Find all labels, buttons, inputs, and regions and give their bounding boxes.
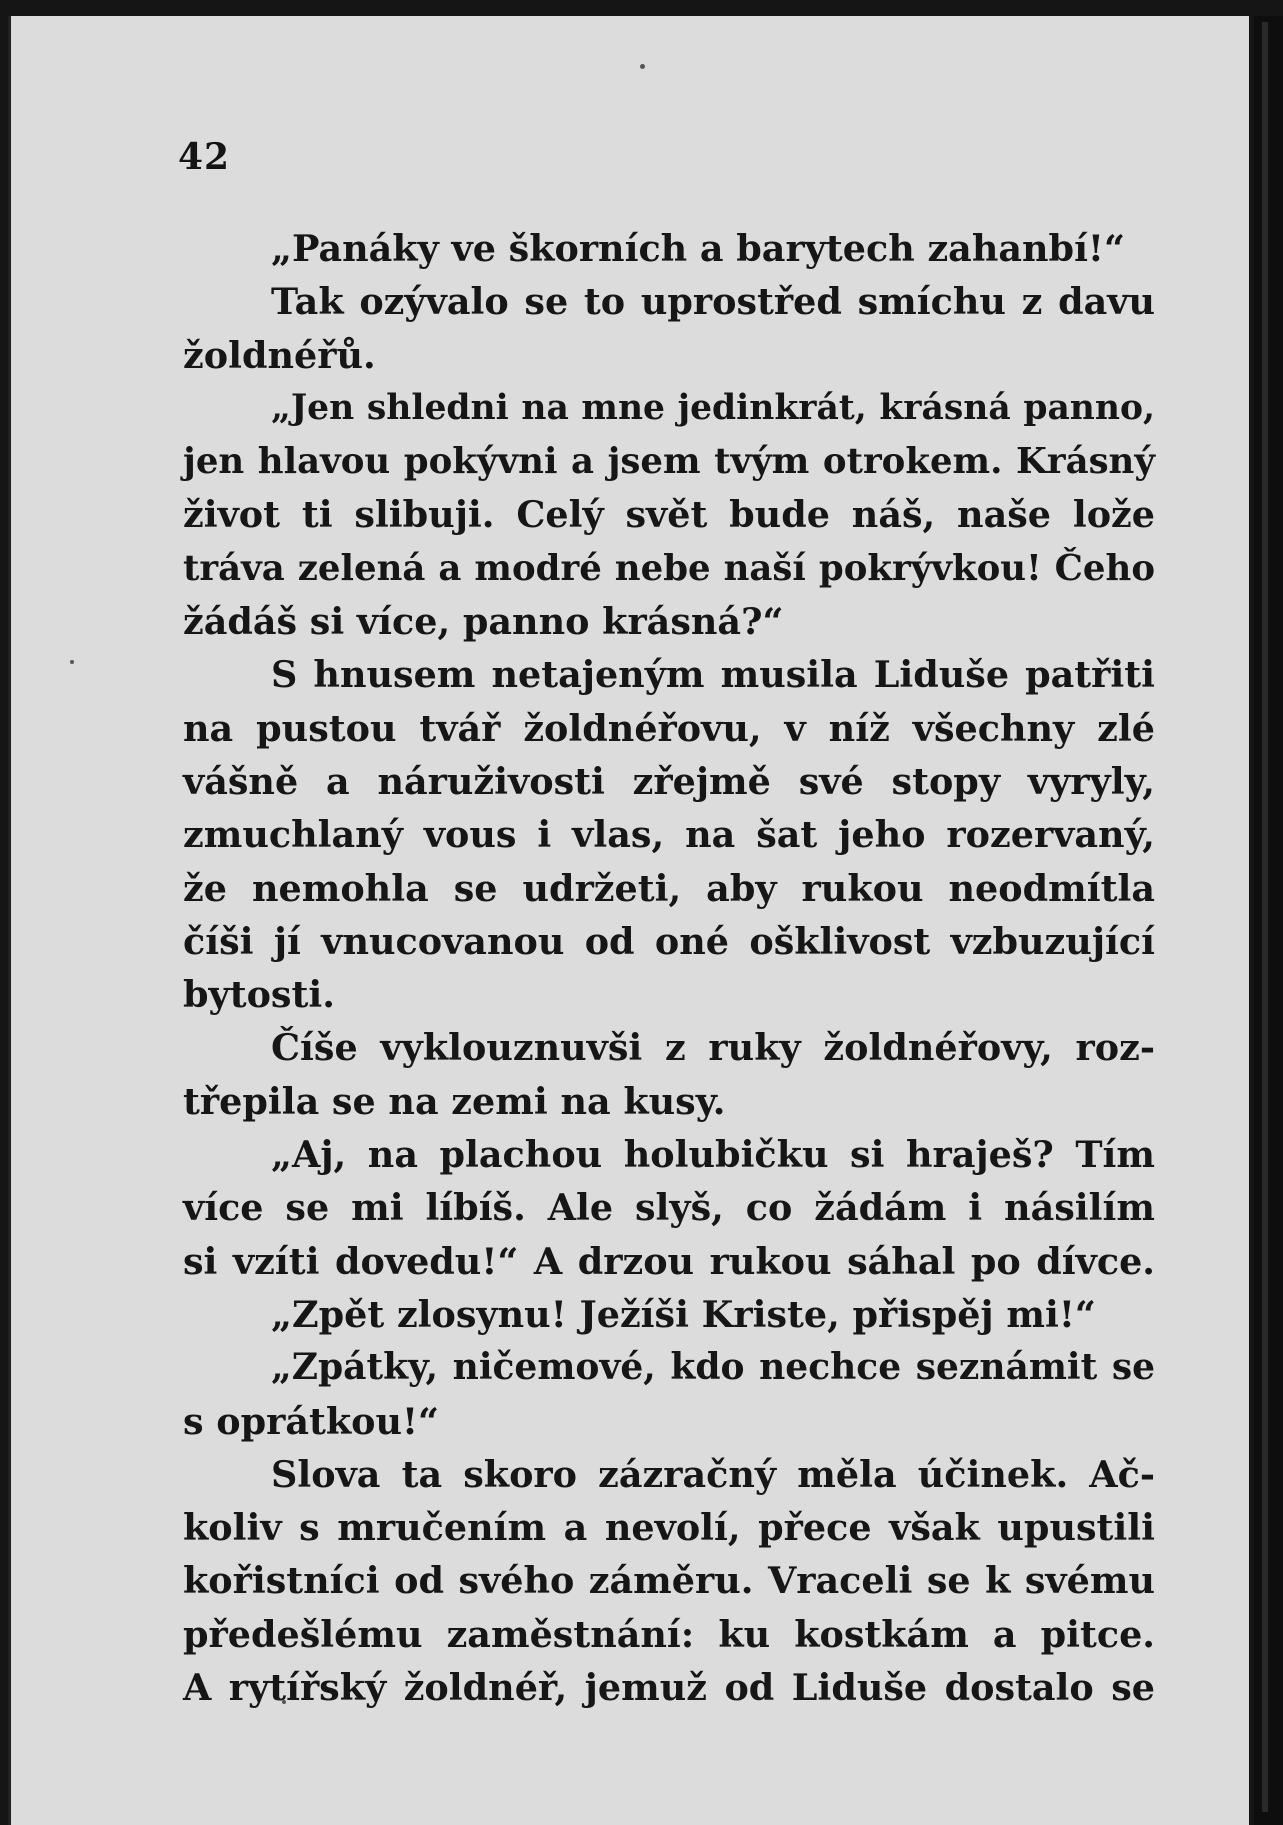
- text-line: Číše vyklouznuvši z ruky žoldnéřovy, roz-: [271, 1026, 1155, 1070]
- page-number: 42: [178, 136, 231, 178]
- text-line: vášně a náruživosti zřejmě své stopy vyryly,: [183, 759, 1155, 803]
- text-line: život ti slibuji. Celý svět bude náš, naše lože: [183, 493, 1155, 537]
- text-line: žádáš si více, panno krásná?“: [183, 600, 784, 644]
- text-line: A rytířský žoldnéř, jemuž od Liduše dostalo se: [183, 1666, 1155, 1710]
- scan-edge-inner: [1262, 22, 1268, 1812]
- text-line: jen hlavou pokývni a jsem tvým otrokem. Krásný: [183, 441, 1155, 483]
- text-line: bytosti.: [183, 973, 335, 1017]
- text-line: koliv s mručením a nevolí, přece však upustili: [183, 1506, 1155, 1550]
- text-line: „Zpět zlosynu! Ježíši Kriste, přispěj mi!“: [271, 1292, 1096, 1336]
- text-line: „Aj, na plachou holubičku si hraješ? Tím: [271, 1133, 1155, 1177]
- text-line: více se mi líbíš. Ale slyš, co žádám i násilím: [183, 1186, 1155, 1230]
- text-line: „Jen shledni na mne jedinkrát, krásná panno,: [271, 387, 1155, 428]
- text-line: si vzíti dovedu!“ A drzou rukou sáhal po dívce.: [183, 1239, 1155, 1283]
- paper-speck: [70, 660, 74, 664]
- text-line: že nemohla se udržeti, aby rukou neodmítla: [183, 866, 1155, 910]
- scan-edge: [1254, 16, 1283, 1825]
- text-line: Slova ta skoro zázračný měla účinek. Ač-: [271, 1452, 1155, 1496]
- text-line: třepila se na zemi na kusy.: [183, 1079, 726, 1123]
- text-line: zmuchlaný vous i vlas, na šat jeho rozervaný,: [183, 813, 1155, 857]
- text-line: Tak ozývalo se to uprostřed smíchu z davu: [271, 280, 1155, 324]
- text-line: „Zpátky, ničemové, kdo nechce seznámit se: [271, 1346, 1155, 1389]
- text-line: číši jí vnucovanou od oné ošklivost vzbuzující: [183, 919, 1155, 963]
- text-line: žoldnéřů.: [183, 333, 376, 377]
- paper-speck: [640, 64, 645, 69]
- body-text: [183, 222, 1155, 1714]
- text-line: na pustou tvář žoldnéřovu, v níž všechny zlé: [183, 706, 1155, 750]
- text-line: kořistníci od svého záměru. Vraceli se k svému: [183, 1559, 1155, 1603]
- text-line: tráva zelená a modré nebe naší pokrývkou! Čeho: [183, 547, 1155, 589]
- text-line: „Panáky ve škorních a barytech zahanbí!“: [271, 227, 1125, 270]
- text-line: předešlému zaměstnání: ku kostkám a pitce.: [183, 1612, 1155, 1656]
- text-line: S hnusem netajeným musila Liduše patřiti: [271, 653, 1155, 697]
- text-line: s oprátkou!“: [183, 1399, 440, 1443]
